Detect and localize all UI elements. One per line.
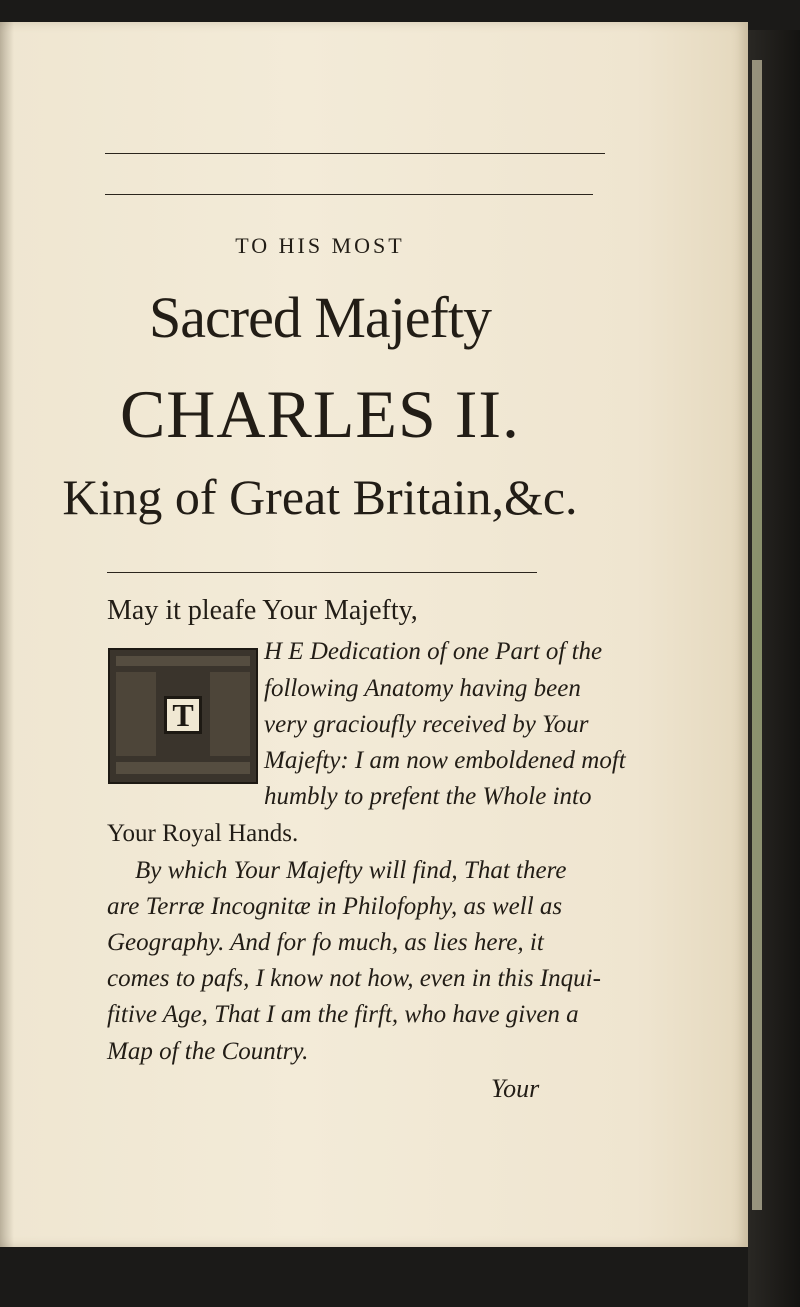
body-line-5: humbly to prefent the Whole into [264,783,592,810]
middle-rule [107,572,537,573]
body-line-9: Geography. And for fo much, as lies here, it [107,929,544,956]
top-rule-2 [105,194,593,195]
body-line-4: Majefty: I am now emboldened moft [264,747,626,774]
king-name-heading: CHARLES II. [119,376,521,452]
body-line-8: are Terræ Incognitæ in Philofophy, as well as [107,893,563,920]
catchword: Your [491,1074,540,1103]
salutation: May it pleafe Your Majefty, [107,595,418,626]
top-rule-1 [105,153,605,154]
dedication-to-line: TO HIS MOST [235,233,405,258]
body-line-7: By which Your Majefty will find, That there [135,857,567,884]
body-line-10: comes to pafs, I know not how, even in this Inqui- [107,965,601,992]
body-line-3: very gracioufly received by Your [264,711,589,738]
ornament-top [116,656,250,666]
ornament-bottom [116,762,250,774]
drop-cap-letter: T [164,696,202,734]
ornament-right [210,672,250,756]
sacred-majesty-heading: Sacred Majefty [149,285,491,350]
body-line-6: Your Royal Hands. [107,820,299,847]
page-edge-strip [752,60,762,1210]
body-line-12: Map of the Country. [107,1038,309,1065]
body-line-11: fitive Age, That I am the firft, who have given a [107,1001,579,1028]
body-line-1: H E Dedication of one Part of the [264,638,603,665]
page-gutter-shadow [0,22,14,1247]
ornament-left [116,672,156,756]
decorated-initial [108,648,258,784]
king-title-heading: King of Great Britain,&c. [62,469,578,525]
body-line-2: following Anatomy having been [264,675,581,702]
